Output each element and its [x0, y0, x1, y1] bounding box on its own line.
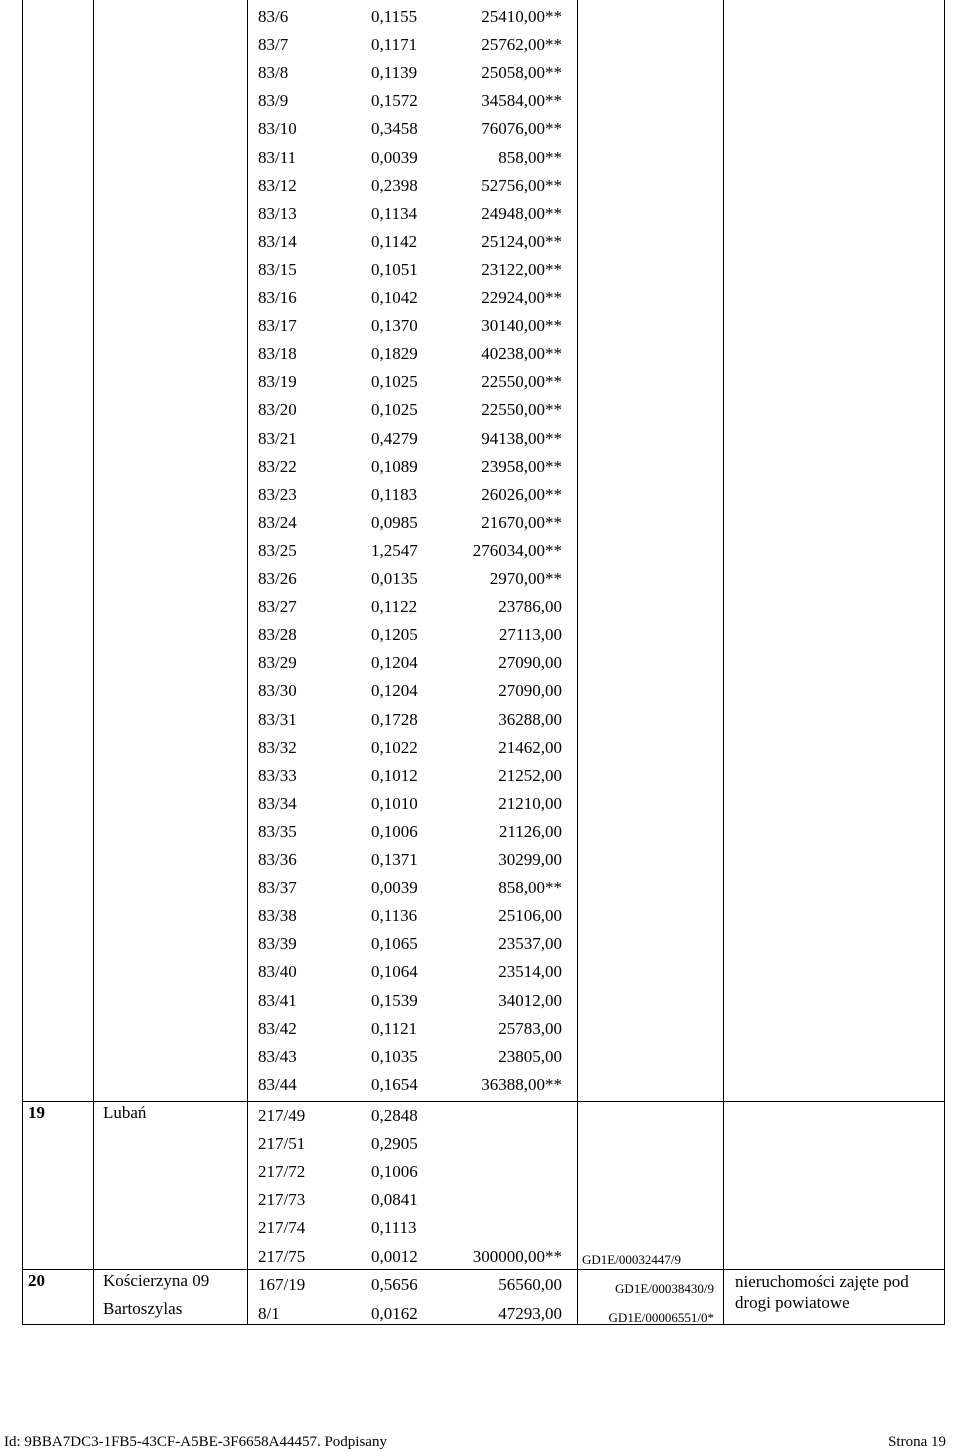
parcel-number: 83/23 — [258, 484, 297, 504]
parcel-area: 0,1136 — [371, 906, 418, 926]
column-divider-location — [93, 0, 94, 1324]
parcel-value: 21462,00 — [498, 737, 562, 757]
table-border-right — [944, 0, 945, 1324]
table-border-left — [22, 0, 23, 1324]
parcel-area: 0,0039 — [371, 147, 418, 167]
parcel-area: 0,1113 — [371, 1218, 417, 1238]
parcel-number: 83/24 — [258, 512, 297, 532]
parcel-area: 0,0162 — [371, 1303, 418, 1323]
parcel-number: 83/37 — [258, 878, 297, 898]
parcel-area: 0,5656 — [371, 1275, 418, 1294]
location-bartoszylas: Bartoszylas — [103, 1299, 183, 1318]
parcel-number: 83/19 — [258, 372, 297, 392]
parcel-area: 0,1010 — [371, 793, 418, 813]
parcel-area: 0,1572 — [371, 91, 418, 111]
parcel-value: 25783,00 — [498, 1018, 562, 1038]
parcel-value: 26026,00** — [481, 484, 562, 504]
parcel-value: 34584,00** — [481, 91, 562, 111]
parcel-number: 83/25 — [258, 540, 297, 560]
parcel-area: 0,1064 — [371, 962, 418, 982]
parcel-value: 36388,00** — [481, 1074, 562, 1094]
parcel-value: 27113,00 — [498, 625, 562, 645]
land-register-number: GD1E/00006551/0* — [608, 1309, 714, 1325]
parcel-number: 83/38 — [258, 906, 297, 926]
parcel-number: 83/42 — [258, 1018, 297, 1038]
parcel-number: 83/22 — [258, 456, 297, 476]
parcel-area: 0,1171 — [371, 35, 418, 55]
parcel-area: 0,2398 — [371, 175, 418, 195]
parcel-value: 21252,00 — [498, 765, 562, 785]
parcel-area: 0,1065 — [371, 934, 418, 954]
parcel-value: 276034,00** — [472, 540, 562, 560]
parcel-number: 83/40 — [258, 962, 297, 982]
column-divider-parcel — [247, 0, 248, 1324]
parcel-number: 83/21 — [258, 428, 297, 448]
parcel-value: 858,00** — [498, 878, 562, 898]
parcel-value: 23786,00 — [498, 597, 562, 617]
parcel-number: 83/6 — [258, 7, 289, 26]
note-text: nieruchomości zajęte pod drogi powiatowe — [735, 1272, 909, 1312]
parcel-value: 40238,00** — [481, 344, 562, 364]
parcel-value: 23805,00 — [498, 1046, 562, 1066]
parcel-area: 0,1139 — [371, 63, 418, 83]
parcel-number: 83/35 — [258, 821, 297, 841]
parcel-number: 83/12 — [258, 175, 297, 195]
table-border-bottom — [22, 1324, 945, 1325]
land-register-number: GD1E/00038430/9 — [615, 1281, 714, 1296]
row-divider-20 — [22, 1269, 945, 1270]
parcel-area: 0,1370 — [371, 316, 418, 336]
location-koscierzyna: Kościerzyna 09 — [103, 1271, 210, 1290]
parcel-area: 0,1155 — [371, 7, 418, 26]
parcel-number: 83/39 — [258, 934, 297, 954]
parcel-value: 23514,00 — [498, 962, 562, 982]
parcel-number: 217/49 — [258, 1106, 306, 1125]
parcel-value: 22550,00** — [481, 400, 562, 420]
parcel-value: 25106,00 — [498, 906, 562, 926]
parcel-number: 83/41 — [258, 990, 297, 1010]
parcel-number: 83/43 — [258, 1046, 297, 1066]
parcel-value: 30299,00 — [498, 850, 562, 869]
parcel-area: 0,1142 — [371, 231, 418, 251]
parcel-value: 27090,00 — [498, 653, 562, 673]
parcel-area: 0,1006 — [371, 821, 418, 841]
parcel-area: 0,1035 — [371, 1046, 418, 1066]
parcel-number: 83/32 — [258, 737, 297, 757]
footer-id: Id: 9BBA7DC3-1FB5-43CF-A5BE-3F6658A44457. Podpisany — [4, 1434, 387, 1450]
parcel-number: 83/27 — [258, 597, 297, 617]
parcel-area: 0,1122 — [371, 597, 418, 617]
parcel-area: 0,1025 — [371, 372, 418, 392]
parcel-number: 83/28 — [258, 625, 297, 645]
parcel-number: 167/19 — [258, 1275, 306, 1294]
parcel-number: 217/72 — [258, 1162, 306, 1182]
land-register-number: GD1E/00032447/9 — [582, 1251, 681, 1267]
parcel-number: 83/8 — [258, 63, 289, 83]
parcel-number: 217/51 — [258, 1134, 306, 1154]
parcel-value: 858,00** — [498, 147, 562, 167]
parcel-number: 83/15 — [258, 259, 297, 279]
parcel-number: 83/9 — [258, 91, 289, 111]
parcel-area: 0,4279 — [371, 428, 418, 448]
parcel-value: 300000,00** — [472, 1246, 562, 1266]
parcel-value: 21210,00 — [498, 793, 562, 813]
parcel-area: 0,1134 — [371, 203, 418, 223]
parcel-area: 0,0012 — [371, 1246, 418, 1266]
parcel-value: 25058,00** — [481, 63, 562, 83]
parcel-value: 25762,00** — [481, 35, 562, 55]
parcel-area: 0,1728 — [371, 709, 418, 729]
parcel-number: 217/74 — [258, 1218, 306, 1238]
parcel-area: 0,1183 — [371, 484, 418, 504]
parcel-area: 0,1539 — [371, 990, 418, 1010]
parcel-number: 83/30 — [258, 681, 297, 701]
parcel-area: 0,0985 — [371, 512, 418, 532]
parcel-area: 0,1204 — [371, 653, 418, 673]
parcel-number: 83/33 — [258, 765, 297, 785]
parcel-value: 27090,00 — [498, 681, 562, 701]
parcel-area: 0,1121 — [371, 1018, 418, 1038]
column-divider-kw — [577, 0, 578, 1324]
parcel-value: 30140,00** — [481, 316, 562, 336]
parcel-area: 0,1025 — [371, 400, 418, 420]
location-luban: Lubań — [103, 1103, 147, 1122]
parcel-number: 83/10 — [258, 119, 297, 139]
parcel-area: 0,1042 — [371, 288, 418, 307]
parcel-number: 217/73 — [258, 1190, 306, 1210]
parcel-area: 0,3458 — [371, 119, 418, 139]
footer-page-number: Strona 19 — [888, 1434, 946, 1450]
parcel-area: 0,1654 — [371, 1074, 418, 1094]
parcel-value: 21126,00 — [498, 821, 562, 841]
parcel-value: 47293,00 — [498, 1303, 562, 1323]
row-divider-19 — [22, 1101, 945, 1102]
parcel-area: 0,1829 — [371, 344, 418, 364]
parcel-value: 23122,00** — [481, 259, 562, 279]
parcel-value: 22924,00** — [481, 288, 562, 307]
parcel-number: 83/20 — [258, 400, 297, 420]
parcel-number: 83/44 — [258, 1074, 297, 1094]
parcel-value: 25410,00** — [481, 7, 562, 26]
parcel-number: 83/11 — [258, 147, 297, 167]
parcel-number: 83/29 — [258, 653, 297, 673]
parcel-value: 22550,00** — [481, 372, 562, 392]
parcel-value: 76076,00** — [481, 119, 562, 139]
parcel-number: 83/13 — [258, 203, 297, 223]
parcel-area: 0,1371 — [371, 850, 418, 869]
parcel-number: 83/34 — [258, 793, 297, 813]
parcel-number: 83/14 — [258, 231, 297, 251]
lp-20: 20 — [28, 1271, 45, 1290]
parcel-number: 83/31 — [258, 709, 297, 729]
parcel-area: 0,0039 — [371, 878, 418, 898]
parcel-area: 0,1012 — [371, 765, 418, 785]
parcel-number: 83/36 — [258, 850, 297, 869]
parcel-value: 34012,00 — [498, 990, 562, 1010]
parcel-value: 21670,00** — [481, 512, 562, 532]
parcel-number: 217/75 — [258, 1246, 306, 1266]
parcel-area: 0,1205 — [371, 625, 418, 645]
parcel-area: 0,1089 — [371, 456, 418, 476]
parcel-value: 2970,00** — [489, 569, 562, 588]
parcel-value: 94138,00** — [481, 428, 562, 448]
parcel-area: 0,0841 — [371, 1190, 418, 1210]
parcel-area: 0,1051 — [371, 259, 418, 279]
parcel-number: 83/7 — [258, 35, 289, 55]
parcel-area: 0,1022 — [371, 737, 418, 757]
parcel-value: 24948,00** — [481, 203, 562, 223]
parcel-number: 83/17 — [258, 316, 297, 336]
parcel-value: 56560,00 — [498, 1275, 562, 1294]
column-divider-notes — [723, 0, 724, 1324]
parcel-value: 23958,00** — [481, 456, 562, 476]
parcel-value: 25124,00** — [481, 231, 562, 251]
parcel-number: 83/26 — [258, 569, 297, 588]
parcel-value: 52756,00** — [481, 175, 562, 195]
lp-19: 19 — [28, 1103, 45, 1122]
parcel-area: 0,1204 — [371, 681, 418, 701]
parcel-number: 8/1 — [258, 1303, 280, 1323]
parcel-area: 1,2547 — [371, 540, 418, 560]
parcel-number: 83/18 — [258, 344, 297, 364]
parcel-area: 0,0135 — [371, 569, 418, 588]
parcel-number: 83/16 — [258, 288, 297, 307]
parcel-area: 0,2905 — [371, 1134, 418, 1154]
parcel-area: 0,1006 — [371, 1162, 418, 1182]
parcel-value: 36288,00 — [498, 709, 562, 729]
parcel-value: 23537,00 — [498, 934, 562, 954]
parcel-area: 0,2848 — [371, 1106, 418, 1125]
